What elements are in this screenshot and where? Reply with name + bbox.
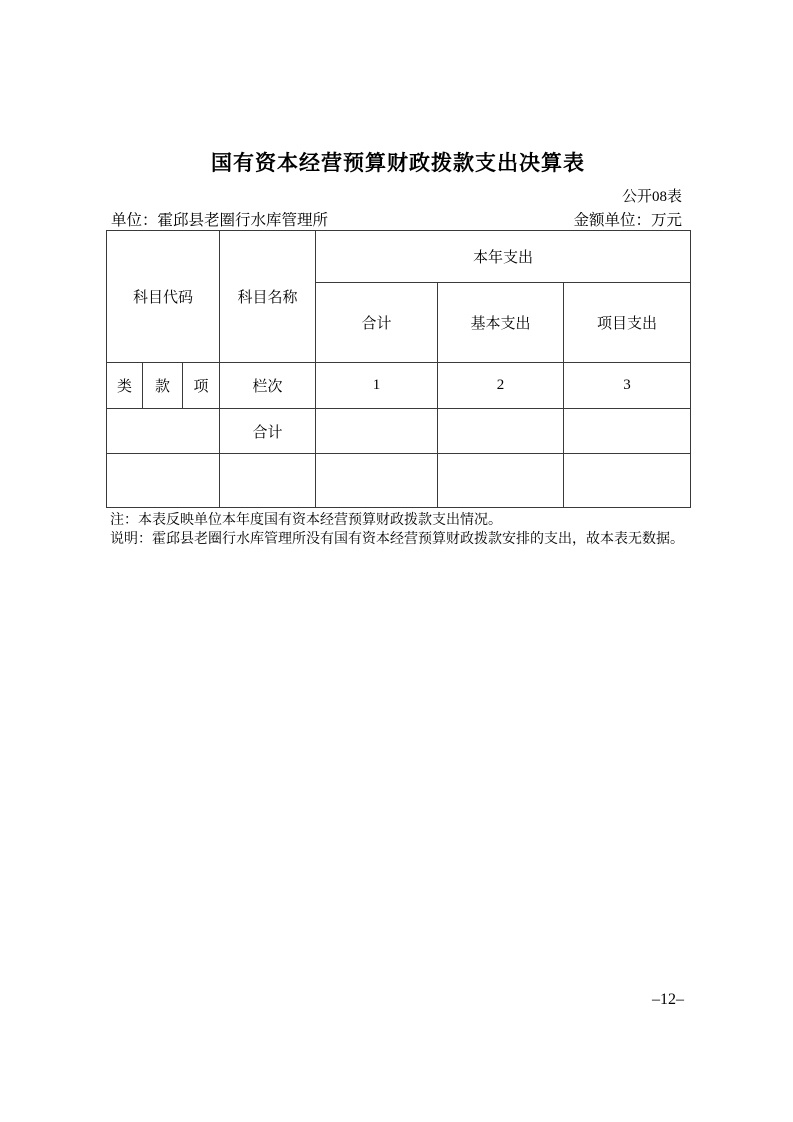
header-subject-name: 科目名称 [220,231,316,363]
header-item: 项 [183,363,220,409]
header-row-index [107,363,691,409]
footnotes [110,511,750,549]
header-section: 款 [143,363,183,409]
cell-name [220,454,316,508]
amount-unit-label: 金额单位：万元 [573,212,682,229]
header-col-no-2: 2 [438,363,564,409]
header-row-top [107,231,691,283]
header-col-no-1: 1 [316,363,438,409]
table-code-label: 公开08表 [621,189,682,205]
unit-label: 单位：霍邱县老圈行水库管理所 [111,212,329,229]
cell-project [564,409,691,454]
cell-basic [438,409,564,454]
header-class: 类 [107,363,143,409]
header-column-label: 栏次 [220,363,316,409]
footnote-note: 注：本表反映单位本年度国有资本经营预算财政拨款支出情况。 [110,513,502,528]
header-col-no-3: 3 [564,363,691,409]
cell-total [316,409,438,454]
expenditure-table [106,230,691,508]
header-subject-code: 科目代码 [107,231,220,363]
cell-total [316,454,438,508]
cell-code [107,454,220,508]
meta-line [106,208,690,230]
cell-code [107,409,220,454]
cell-project [564,454,691,508]
footnote-explanation: 说明：霍邱县老圈行水库管理所没有国有资本经营预算财政拨款安排的支出，故本表无数据。 [110,532,684,547]
header-total: 合计 [316,283,438,363]
page-number: –12– [652,991,684,1008]
cell-name: 合计 [220,409,316,454]
page-title: 国有资本经营预算财政拨款支出决算表 [211,151,585,175]
table-row-total [107,409,691,454]
header-current-year-expenditure: 本年支出 [316,231,691,283]
header-project-expenditure: 项目支出 [564,283,691,363]
cell-basic [438,454,564,508]
table-row-empty [107,454,691,508]
header-basic-expenditure: 基本支出 [438,283,564,363]
